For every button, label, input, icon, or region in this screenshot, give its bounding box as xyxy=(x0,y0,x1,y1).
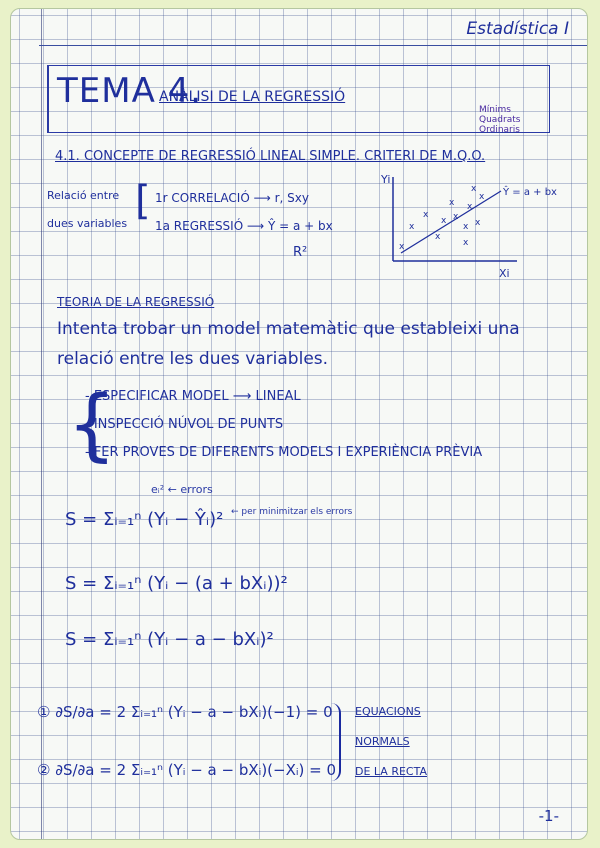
header-rule xyxy=(39,45,587,46)
relation-left-line1: Relació entre xyxy=(47,189,120,202)
relation-left-line2: dues variables xyxy=(47,217,128,230)
line-equation-label: Ŷ = a + bx xyxy=(503,187,557,198)
scatter-point: x xyxy=(475,218,481,228)
relation-brace: [ xyxy=(135,178,151,224)
scatter-point: x xyxy=(399,242,405,252)
tema-subtitle: ANÀLISI DE LA REGRESSIÓ xyxy=(159,89,346,105)
scatter-point: x xyxy=(435,232,441,242)
scatter-point: x xyxy=(471,184,477,194)
scatter-point: x xyxy=(479,192,485,202)
scatter-point: x xyxy=(409,222,415,232)
formula-s3: S = Σᵢ₌₁ⁿ (Yᵢ − a − bXᵢ)² xyxy=(65,629,274,650)
formula-s2: S = Σᵢ₌₁ⁿ (Yᵢ − (a + bXᵢ))² xyxy=(65,573,288,594)
formula-s1: S = Σᵢ₌₁ⁿ (Yᵢ − Ŷᵢ)² xyxy=(65,509,224,530)
correlation-line: 1r CORRELACIÓ ⟶ r, Sxy xyxy=(155,191,310,205)
scatter-points xyxy=(399,184,485,252)
scatter-point: x xyxy=(463,222,469,232)
derivative-1: ① ∂S/∂a = 2 Σᵢ₌₁ⁿ (Yᵢ − a − bXᵢ)(−1) = 0 xyxy=(37,703,333,721)
subject-label: Estadística I xyxy=(466,19,569,39)
y-axis-label: Yi xyxy=(381,173,391,186)
scatter-point: x xyxy=(463,238,469,248)
derivative-2: ② ∂S/∂a = 2 Σᵢ₌₁ⁿ (Yᵢ − a − bXᵢ)(−Xᵢ) = 0 xyxy=(37,761,337,779)
equations-label-1: EQUACIONS xyxy=(355,705,421,718)
step-item: - INSPECCIÓ NÚVOL DE PUNTS xyxy=(85,417,284,432)
scatter-point: x xyxy=(453,212,459,222)
tema-title: TEMA 4. xyxy=(57,71,203,111)
step-item: - FER PROVES DE DIFERENTS MODELS I EXPERIÈNCIA PRÈVIA xyxy=(85,445,483,460)
scatter-point: x xyxy=(449,198,455,208)
teoria-desc-line1: Intenta trobar un model matemàtic que estableixi una xyxy=(57,319,520,339)
scatter-sketch xyxy=(379,169,557,281)
mco-note: Mínims Quadrats Ordinaris xyxy=(479,105,521,135)
scatter-point: x xyxy=(467,202,473,212)
equations-brace xyxy=(331,703,341,781)
scatter-point: x xyxy=(441,216,447,226)
step-item: - ESPECIFICAR MODEL ⟶ LINEAL xyxy=(85,389,301,404)
x-axis-label: Xi xyxy=(499,267,510,280)
teoria-desc-line2: relació entre les dues variables. xyxy=(57,349,329,369)
scatter-point: x xyxy=(423,210,429,220)
page-number: -1- xyxy=(538,807,559,825)
errors-annotation: eᵢ² ← errors xyxy=(151,483,213,496)
minimize-note: ← per minimitzar els errors xyxy=(231,507,353,517)
equations-label-3: DE LA RECTA xyxy=(355,765,427,778)
regression-line: 1a REGRESSIÓ ⟶ Ŷ = a + bx xyxy=(155,219,333,233)
equations-label-2: NORMALS xyxy=(355,735,410,748)
steps-brace: { xyxy=(67,380,117,470)
teoria-title: TEORIA DE LA REGRESSIÓ xyxy=(57,295,215,309)
r-squared: R² xyxy=(293,245,308,260)
notebook-page xyxy=(10,8,588,840)
section-title: 4.1. CONCEPTE DE REGRESSIÓ LINEAL SIMPLE. CRITERI DE M.Q.O. xyxy=(55,149,486,164)
